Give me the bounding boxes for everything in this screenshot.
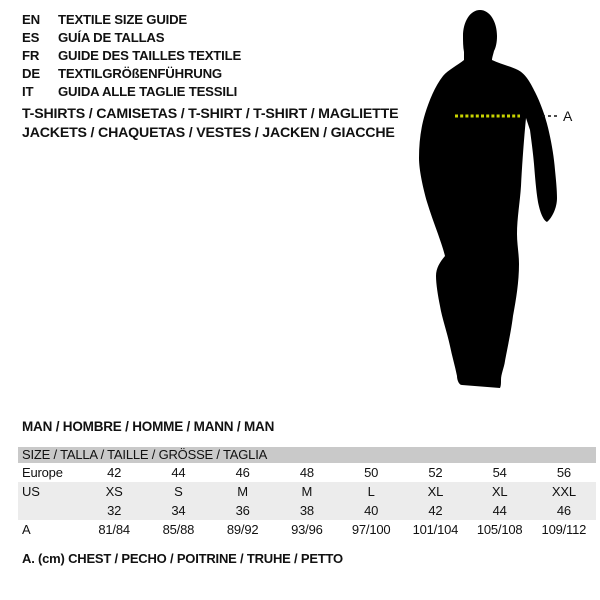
section-title: MAN / HOMBRE / HOMME / MANN / MAN	[22, 419, 275, 434]
table-row	[18, 463, 596, 482]
table-row	[18, 520, 596, 539]
language-label: TEXTILGRÖßENFÜHRUNG	[58, 66, 222, 81]
size-cell: 54	[492, 465, 507, 480]
size-cell: 50	[364, 465, 379, 480]
size-cell: 42	[107, 465, 122, 480]
language-code: ES	[22, 30, 40, 45]
size-cell: 48	[299, 465, 314, 480]
size-cell: 97/100	[351, 522, 391, 537]
row-label: US	[22, 484, 40, 499]
size-cell: L	[367, 484, 375, 499]
size-cell: M	[237, 484, 248, 499]
language-item	[22, 29, 241, 47]
language-label: TEXTILE SIZE GUIDE	[58, 12, 188, 27]
size-cell: 44	[171, 465, 186, 480]
size-cell: 44	[492, 503, 507, 518]
language-item	[22, 47, 241, 65]
size-cell: 85/88	[162, 522, 195, 537]
row-label	[18, 501, 82, 520]
size-cell: 109/112	[541, 522, 587, 537]
size-cell: 101/104	[412, 522, 459, 537]
size-table-body	[18, 463, 596, 539]
size-cell: 56	[556, 465, 571, 480]
size-cell: XS	[105, 484, 123, 499]
size-cell: M	[301, 484, 313, 499]
size-cell: 38	[299, 503, 314, 518]
language-item	[22, 11, 241, 29]
size-cell: 52	[428, 465, 443, 480]
size-cell: 105/108	[476, 522, 523, 537]
language-label: GUIDE DES TAILLES TEXTILE	[58, 48, 242, 63]
language-code: FR	[22, 48, 40, 63]
size-cell: 34	[171, 503, 186, 518]
marker-label: A	[563, 108, 573, 124]
size-cell: 93/96	[291, 522, 323, 537]
size-cell: 46	[556, 503, 571, 518]
size-guide-figure	[400, 6, 575, 401]
language-list	[22, 11, 241, 101]
table-row	[18, 482, 596, 501]
size-cell: 89/92	[226, 522, 259, 537]
size-cell: 81/84	[98, 522, 130, 537]
language-label: GUIDA ALLE TAGLIE TESSILI	[58, 84, 238, 99]
man-silhouette	[419, 10, 557, 388]
size-cell: XL	[427, 484, 444, 499]
category-line-jackets: JACKETS / CHAQUETAS / VESTES / JACKEN / GIACCHE	[22, 125, 395, 141]
size-cell: XL	[491, 484, 508, 499]
language-item	[22, 65, 241, 83]
man-silhouette-image	[400, 6, 575, 401]
row-label: Europe	[22, 465, 63, 480]
size-cell: 36	[235, 503, 250, 518]
measurement-footnote: A. (cm) CHEST / PECHO / POITRINE / TRUHE / PETTO	[22, 551, 343, 566]
category-lines	[22, 105, 398, 143]
size-table-header: SIZE / TALLA / TAILLE / GRÖSSE / TAGLIA	[18, 447, 596, 463]
language-code: IT	[22, 84, 34, 99]
language-code: DE	[22, 66, 40, 81]
size-cell: 42	[428, 503, 443, 518]
language-label: GUÍA DE TALLAS	[58, 30, 165, 45]
language-item	[22, 83, 241, 101]
size-table	[18, 463, 596, 539]
size-cell: 32	[107, 503, 122, 518]
row-label: A	[22, 522, 31, 537]
table-row	[18, 501, 596, 520]
size-cell: S	[174, 484, 183, 499]
size-cell: XXL	[551, 484, 576, 499]
size-cell: 40	[364, 503, 379, 518]
size-cell: 46	[235, 465, 250, 480]
language-code: EN	[22, 12, 40, 27]
category-line-tshirts: T-SHIRTS / CAMISETAS / T-SHIRT / T-SHIRT / MAGLIETTE	[22, 106, 399, 122]
